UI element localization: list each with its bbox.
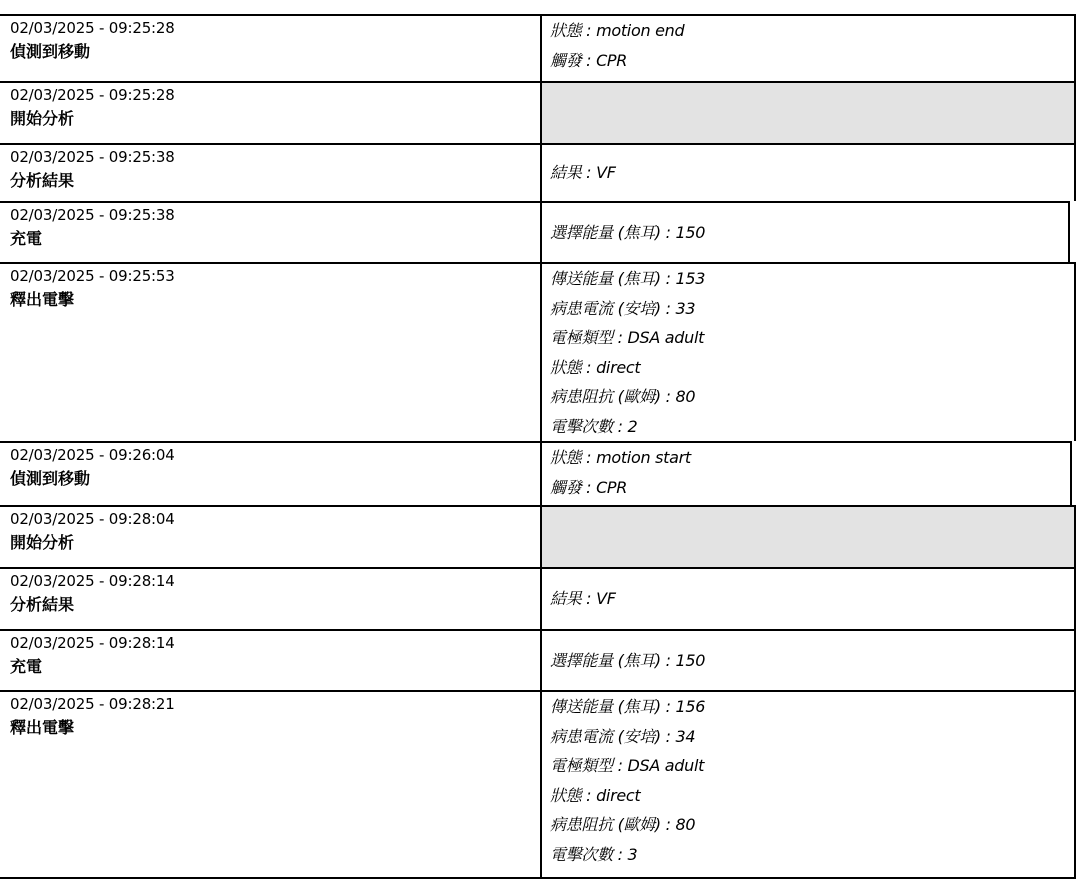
column-divider [540,201,542,262]
event-timestamp: 02/03/2025 - 09:25:38 [10,206,175,224]
event-name: 分析結果 [10,171,75,190]
event-detail: 狀態 : direct [550,357,641,377]
event-cell [10,264,530,312]
event-detail: 狀態 : motion start [550,448,691,467]
event-cell [10,692,530,740]
column-divider [540,262,542,441]
event-detail: 電極類型 : DSA adult [550,756,705,775]
column-divider [540,567,542,629]
event-detail: 電極類型 : DSA adult [550,328,705,347]
event-name: 釋出電擊 [10,290,75,309]
event-detail: 病患電流 (安培) : 33 [550,298,696,318]
table-right-border [1074,505,1076,567]
event-timestamp: 02/03/2025 - 09:28:14 [10,634,175,652]
event-name: 偵測到移動 [10,469,91,488]
table-right-border [1074,14,1076,81]
event-cell [10,16,530,64]
event-cell [10,145,530,193]
table-right-border [1074,143,1076,201]
event-cell [10,569,530,617]
event-detail: 病患阻抗 (歐姆) : 80 [550,387,696,406]
event-name: 充電 [10,657,43,676]
table-right-border [1074,690,1076,877]
table-bottom-border [0,877,1076,879]
event-timestamp: 02/03/2025 - 09:28:14 [10,572,175,590]
event-detail: 選擇能量 (焦耳) : 150 [550,651,706,670]
event-cell [10,631,530,679]
table-right-border [1074,262,1076,441]
event-name: 開始分析 [10,533,75,552]
event-name: 釋出電擊 [10,718,75,737]
event-details-cell [550,159,1070,187]
table-right-border [1074,81,1076,143]
table-right-border [1074,567,1076,629]
column-divider [540,505,542,567]
event-cell [10,507,530,555]
event-timestamp: 02/03/2025 - 09:25:28 [10,19,175,37]
event-details-cell [550,692,1070,869]
event-details-cell [550,219,1070,247]
event-detail: 病患阻抗 (歐姆) : 80 [550,815,696,834]
event-detail: 結果 : VF [550,163,616,182]
column-divider [540,14,542,81]
event-timestamp: 02/03/2025 - 09:25:28 [10,86,175,104]
table-right-border [1070,441,1072,505]
event-details-cell [550,647,1070,675]
event-details-cell [550,585,1070,613]
event-detail: 觸發 : CPR [550,478,628,497]
event-timestamp: 02/03/2025 - 09:26:04 [10,446,175,464]
column-divider [540,629,542,690]
event-detail: 狀態 : motion end [550,21,685,40]
event-name: 分析結果 [10,595,75,614]
event-name: 開始分析 [10,109,75,128]
event-timestamp: 02/03/2025 - 09:28:04 [10,510,175,528]
event-detail: 病患電流 (安培) : 34 [550,726,696,746]
table-right-border [1068,201,1070,262]
event-timestamp: 02/03/2025 - 09:25:38 [10,148,175,166]
event-details-cell [550,264,1070,441]
event-detail: 狀態 : direct [550,785,641,805]
event-detail: 傳送能量 (焦耳) : 156 [550,697,706,716]
event-cell [10,443,530,491]
event-detail: 電擊次數 : 3 [550,844,638,864]
column-divider [540,690,542,877]
event-cell [10,83,530,131]
event-detail: 結果 : VF [550,589,616,608]
event-name: 充電 [10,229,43,248]
event-detail: 觸發 : CPR [550,51,628,70]
event-timestamp: 02/03/2025 - 09:28:21 [10,695,175,713]
event-details-cell [550,16,1070,76]
event-name: 偵測到移動 [10,42,91,61]
event-detail: 電擊次數 : 2 [550,416,638,436]
empty-detail-cell [542,83,1076,143]
column-divider [540,81,542,143]
event-cell [10,203,530,251]
event-timestamp: 02/03/2025 - 09:25:53 [10,267,175,285]
event-detail: 傳送能量 (焦耳) : 153 [550,269,706,288]
column-divider [540,441,542,505]
column-divider [540,143,542,201]
event-details-cell [550,443,1070,503]
empty-detail-cell [542,507,1076,567]
event-detail: 選擇能量 (焦耳) : 150 [550,223,706,242]
table-right-border [1074,629,1076,690]
